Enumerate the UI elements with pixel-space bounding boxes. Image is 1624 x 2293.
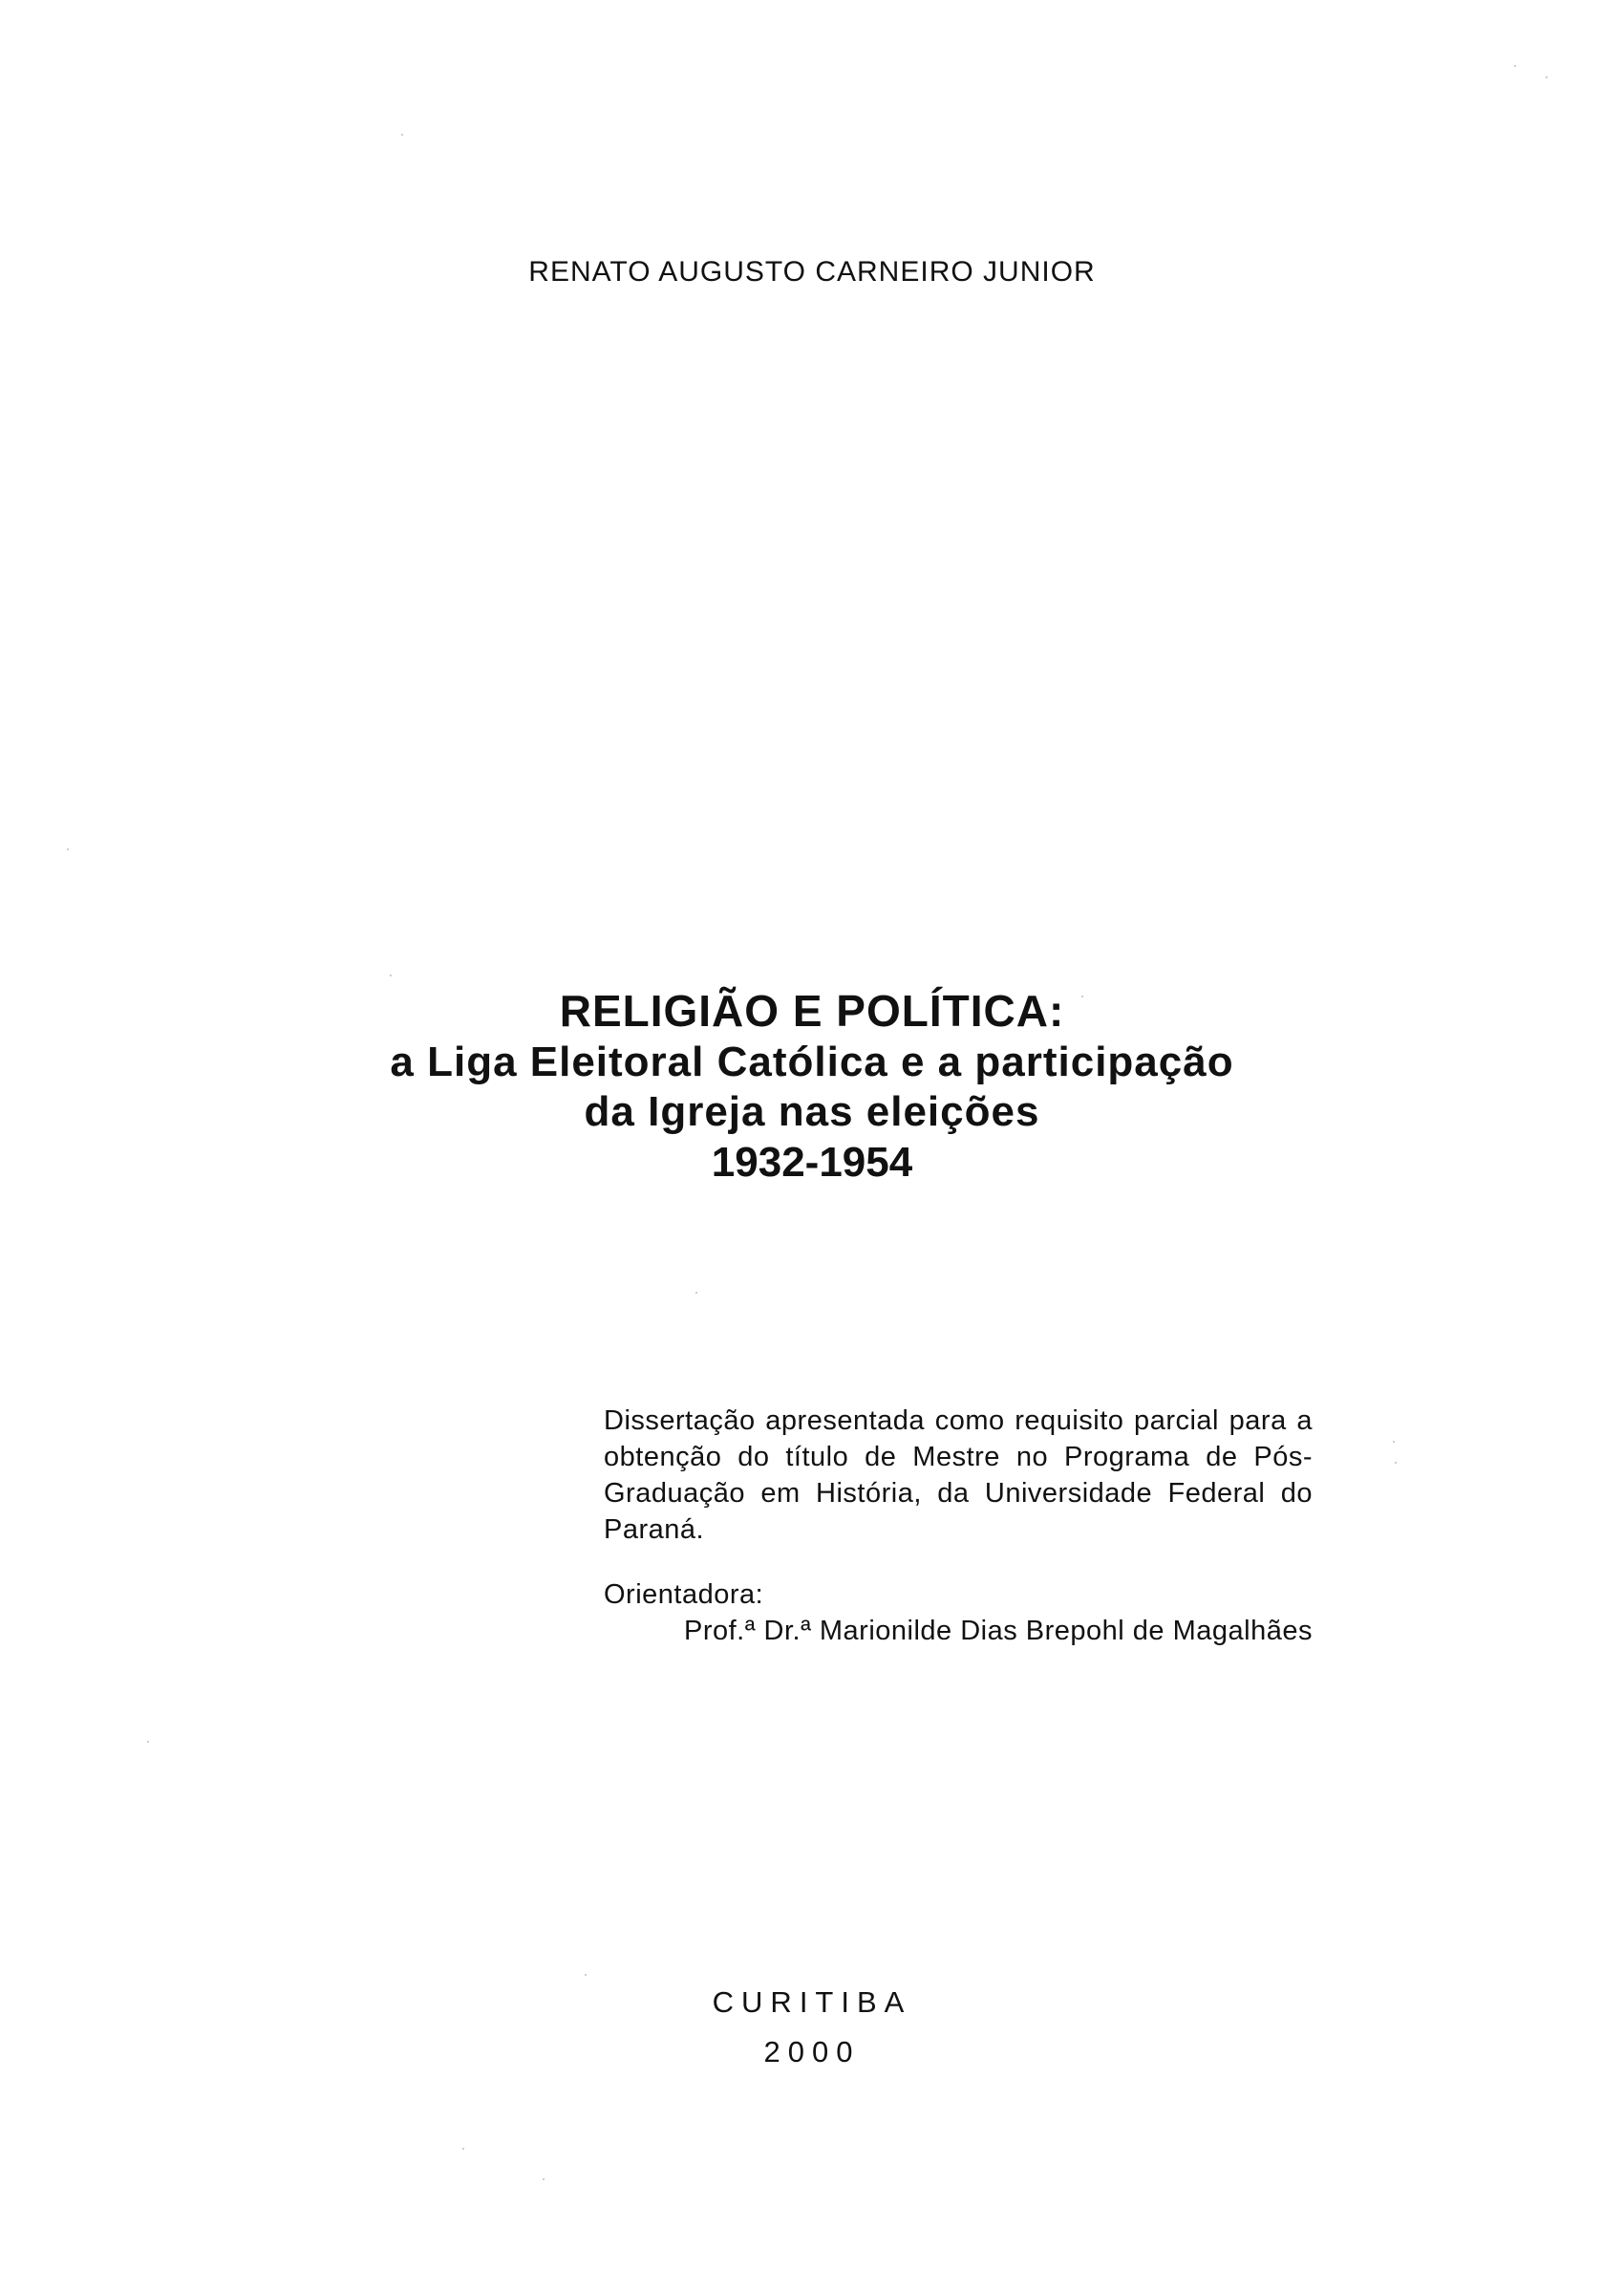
title-subtitle-line-1: a Liga Eleitoral Católica e a participação <box>390 1039 1234 1085</box>
publication-year: 2000 <box>763 2035 861 2068</box>
author-name: RENATO AUGUSTO CARNEIRO JUNIOR <box>528 256 1096 288</box>
scan-speck <box>1546 76 1548 78</box>
dissertation-note: Dissertação apresentada como requisito parcial para a obtenção do título de Mestre no Programa de Pós-Graduação em História, da Universidade Federal do Paraná. <box>604 1405 1313 1545</box>
scan-speck <box>1514 65 1516 67</box>
scan-speck <box>401 134 403 136</box>
title-years: 1932-1954 <box>711 1139 913 1186</box>
title-subtitle-line-2: da Igreja nas eleições <box>584 1088 1040 1135</box>
scan-speck <box>1081 996 1083 997</box>
advisor-label: Orientadora: <box>604 1579 764 1610</box>
thesis-title <box>0 984 1624 1189</box>
scan-speck <box>390 975 392 976</box>
title-main: RELIGIÃO E POLÍTICA: <box>559 986 1065 1036</box>
scan-speck <box>585 1974 587 1976</box>
scan-speck <box>1393 1441 1395 1443</box>
scan-speck <box>147 1741 149 1743</box>
scan-speck <box>543 2178 545 2180</box>
scan-speck <box>67 848 69 850</box>
scan-speck <box>1395 1462 1397 1464</box>
scan-speck <box>695 1292 697 1294</box>
scan-speck <box>462 2148 464 2150</box>
advisor-name: Prof.ª Dr.ª Marionilde Dias Brepohl de Magalhães <box>684 1616 1313 1646</box>
place: CURITIBA <box>712 1985 912 2019</box>
